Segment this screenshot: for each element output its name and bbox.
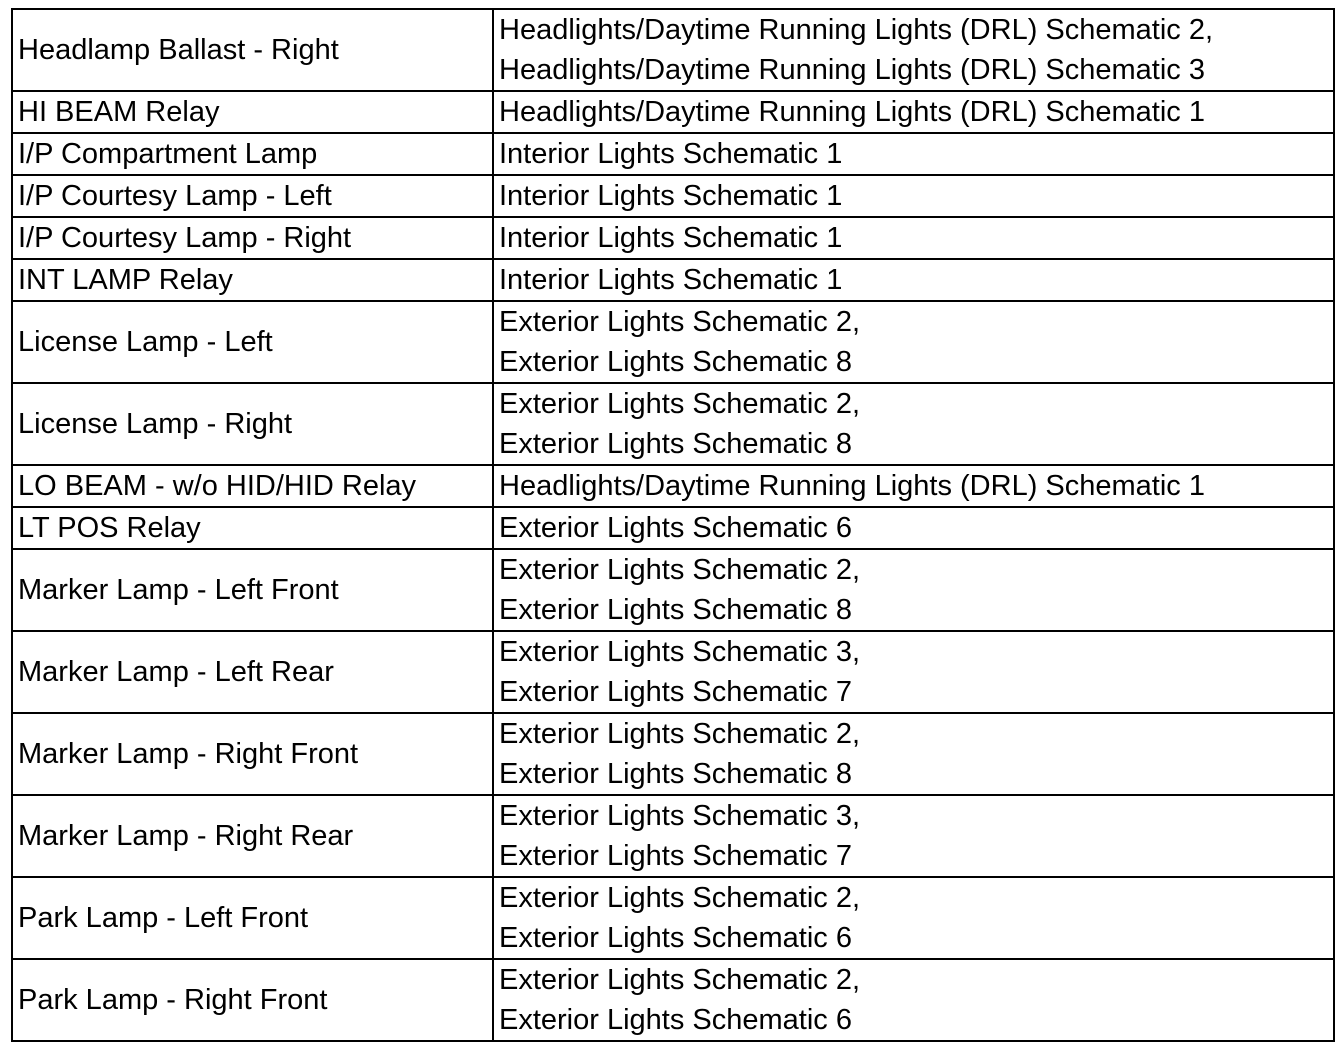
- schematic-reference: Interior Lights Schematic 1: [499, 264, 843, 296]
- schematic-cell: [493, 713, 1334, 795]
- schematic-reference: Exterior Lights Schematic 2,: [499, 306, 861, 338]
- schematic-cell: [493, 383, 1334, 465]
- schematic-reference: Interior Lights Schematic 1: [499, 138, 843, 170]
- schematic-reference: Exterior Lights Schematic 6: [499, 1004, 852, 1036]
- schematic-reference: Exterior Lights Schematic 3,: [499, 800, 861, 832]
- table-row: [12, 877, 1334, 959]
- table-row: [12, 133, 1334, 175]
- component-cell: [12, 91, 493, 133]
- component-name: LT POS Relay: [18, 512, 201, 544]
- schematic-reference: Exterior Lights Schematic 6: [499, 922, 852, 954]
- schematic-reference: Exterior Lights Schematic 2,: [499, 554, 861, 586]
- table-row: [12, 507, 1334, 549]
- component-cell: [12, 465, 493, 507]
- schematic-reference: Exterior Lights Schematic 8: [499, 346, 852, 378]
- table-row: [12, 549, 1334, 631]
- table-row: [12, 259, 1334, 301]
- schematic-reference: Exterior Lights Schematic 8: [499, 594, 852, 626]
- component-cell: [12, 301, 493, 383]
- schematic-reference: Headlights/Daytime Running Lights (DRL) Schematic 3: [499, 54, 1205, 86]
- schematic-reference: Headlights/Daytime Running Lights (DRL) Schematic 1: [499, 96, 1205, 128]
- schematic-cell: [493, 795, 1334, 877]
- component-name: Marker Lamp - Right Front: [18, 738, 359, 770]
- component-cell: [12, 133, 493, 175]
- component-name: Park Lamp - Right Front: [18, 984, 328, 1016]
- component-cell: [12, 959, 493, 1041]
- schematic-cell: [493, 259, 1334, 301]
- component-name: Marker Lamp - Left Front: [18, 574, 339, 606]
- component-cell: [12, 877, 493, 959]
- schematic-reference: Exterior Lights Schematic 8: [499, 428, 852, 460]
- schematic-cell: [493, 217, 1334, 259]
- schematic-cell: [493, 507, 1334, 549]
- schematic-cell: [493, 9, 1334, 91]
- component-name: I/P Courtesy Lamp - Right: [18, 222, 352, 254]
- schematic-reference: Exterior Lights Schematic 8: [499, 758, 852, 790]
- component-cell: [12, 383, 493, 465]
- component-name: License Lamp - Right: [18, 408, 293, 440]
- component-name: LO BEAM - w/o HID/HID Relay: [18, 470, 417, 502]
- schematic-cell: [493, 959, 1334, 1041]
- component-cell: [12, 549, 493, 631]
- component-cell: [12, 507, 493, 549]
- component-schematic-index: [11, 8, 1333, 1042]
- schematic-cell: [493, 91, 1334, 133]
- table-row: [12, 301, 1334, 383]
- schematic-cell: [493, 175, 1334, 217]
- component-name: Marker Lamp - Right Rear: [18, 820, 354, 852]
- schematic-reference: Exterior Lights Schematic 7: [499, 840, 852, 872]
- schematic-cell: [493, 133, 1334, 175]
- schematic-cell: [493, 465, 1334, 507]
- schematic-reference: Exterior Lights Schematic 2,: [499, 882, 861, 914]
- component-name: Marker Lamp - Left Rear: [18, 656, 334, 688]
- table-row: [12, 465, 1334, 507]
- component-name: I/P Compartment Lamp: [18, 138, 318, 170]
- schematic-cell: [493, 549, 1334, 631]
- table-row: [12, 9, 1334, 91]
- schematic-reference: Exterior Lights Schematic 3,: [499, 636, 861, 668]
- table-row: [12, 175, 1334, 217]
- schematic-reference: Exterior Lights Schematic 6: [499, 512, 852, 544]
- schematic-cell: [493, 877, 1334, 959]
- table-row: [12, 795, 1334, 877]
- component-cell: [12, 217, 493, 259]
- component-cell: [12, 9, 493, 91]
- table-body: [12, 9, 1334, 1041]
- schematic-reference: Exterior Lights Schematic 7: [499, 676, 852, 708]
- schematic-reference: Exterior Lights Schematic 2,: [499, 964, 861, 996]
- schematic-reference: Headlights/Daytime Running Lights (DRL) Schematic 1: [499, 470, 1205, 502]
- component-schematic-table: [11, 8, 1335, 1042]
- component-name: HI BEAM Relay: [18, 96, 220, 128]
- schematic-reference: Exterior Lights Schematic 2,: [499, 388, 861, 420]
- table-row: [12, 713, 1334, 795]
- table-row: [12, 217, 1334, 259]
- table-row: [12, 959, 1334, 1041]
- table-row: [12, 383, 1334, 465]
- component-cell: [12, 631, 493, 713]
- component-cell: [12, 795, 493, 877]
- table-row: [12, 631, 1334, 713]
- schematic-reference: Headlights/Daytime Running Lights (DRL) Schematic 2,: [499, 14, 1214, 46]
- component-name: Park Lamp - Left Front: [18, 902, 309, 934]
- component-name: INT LAMP Relay: [18, 264, 233, 296]
- schematic-reference: Interior Lights Schematic 1: [499, 180, 843, 212]
- component-name: I/P Courtesy Lamp - Left: [18, 180, 332, 212]
- schematic-reference: Interior Lights Schematic 1: [499, 222, 843, 254]
- schematic-cell: [493, 631, 1334, 713]
- component-cell: [12, 259, 493, 301]
- schematic-reference: Exterior Lights Schematic 2,: [499, 718, 861, 750]
- component-cell: [12, 175, 493, 217]
- component-cell: [12, 713, 493, 795]
- component-name: Headlamp Ballast - Right: [18, 34, 339, 66]
- table-row: [12, 91, 1334, 133]
- schematic-cell: [493, 301, 1334, 383]
- component-name: License Lamp - Left: [18, 326, 273, 358]
